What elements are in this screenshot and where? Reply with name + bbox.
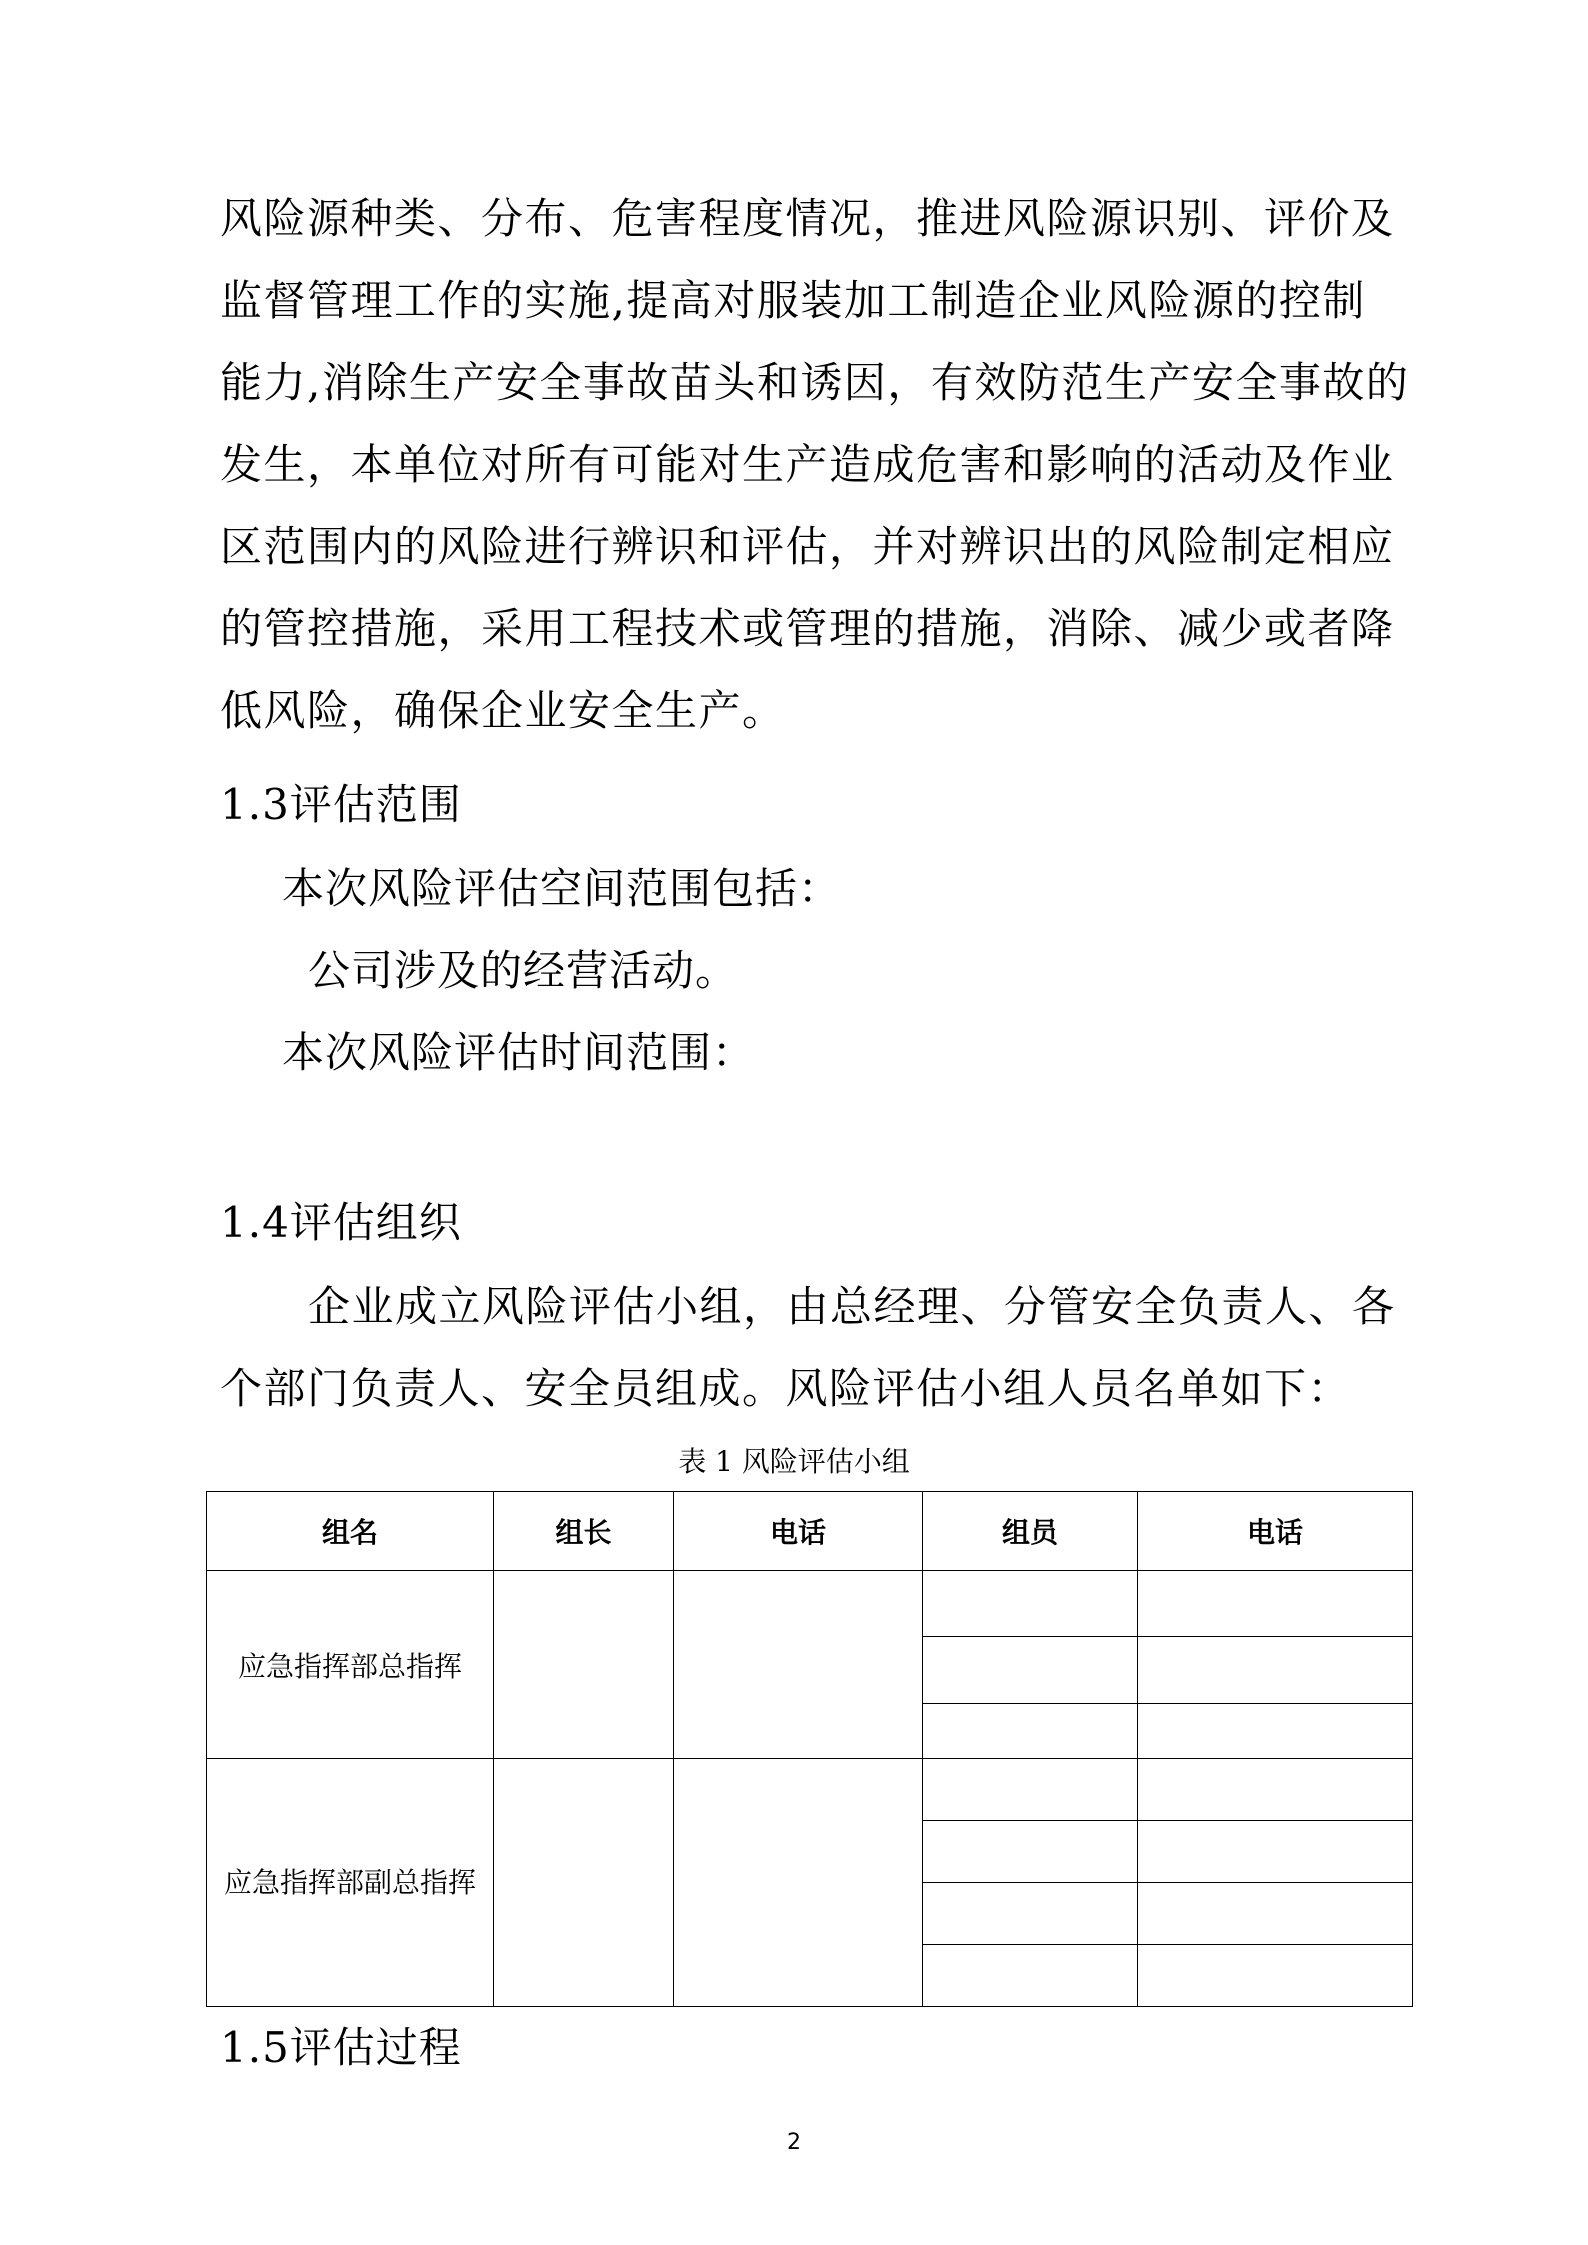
paragraph-line: 区范围内的风险进行辨识和评估，并对辨识出的风险制定相应 <box>220 522 1395 571</box>
section-heading-1-5: 1.5评估过程 <box>220 2023 462 2072</box>
space-scope-value: 公司涉及的经营活动。 <box>308 946 739 995</box>
table-caption: 表 1 风险评估小组 <box>678 1445 910 1478</box>
member-phone-cell <box>1138 1821 1413 1883</box>
member-phone-cell <box>1138 1571 1413 1637</box>
group-name-cell: 应急指挥部总指挥 <box>207 1571 494 1759</box>
risk-assessment-team-table <box>206 1491 1413 2007</box>
table-row <box>207 1759 1413 1821</box>
header-leader: 组长 <box>494 1492 674 1571</box>
paragraph-line: 个部门负责人、安全员组成。风险评估小组人员名单如下： <box>220 1364 1352 1413</box>
member-cell <box>923 1704 1138 1759</box>
header-phone: 电话 <box>674 1492 923 1571</box>
paragraph-line: 能力,消除生产安全事故苗头和诱因，有效防范生产安全事故的 <box>220 358 1410 407</box>
header-member: 组员 <box>923 1492 1138 1571</box>
member-phone-cell <box>1138 1704 1413 1759</box>
paragraph-line: 低风险，确保企业安全生产。 <box>220 686 786 735</box>
leader-cell <box>494 1759 674 2007</box>
member-cell <box>923 1883 1138 1945</box>
table-row <box>207 1571 1413 1637</box>
page-number: 2 <box>787 2130 801 2155</box>
intro-paragraph <box>220 178 1410 752</box>
space-scope-label: 本次风险评估空间范围包括： <box>282 864 842 913</box>
member-cell <box>923 1759 1138 1821</box>
section-heading-1-4: 1.4评估组织 <box>220 1198 462 1247</box>
member-cell <box>923 1945 1138 2007</box>
paragraph-line: 企业成立风险评估小组，由总经理、分管安全负责人、各 <box>308 1282 1396 1331</box>
paragraph-line: 监督管理工作的实施,提高对服装加工制造企业风险源的控制 <box>220 276 1366 325</box>
member-phone-cell <box>1138 1883 1413 1945</box>
paragraph-line: 发生，本单位对所有可能对生产造成危害和影响的活动及作业 <box>220 440 1395 489</box>
organization-paragraph <box>220 1266 1396 1430</box>
phone-cell <box>674 1571 923 1759</box>
table-header-row <box>207 1492 1413 1571</box>
member-cell <box>923 1571 1138 1637</box>
member-phone-cell <box>1138 1945 1413 2007</box>
header-member-phone: 电话 <box>1138 1492 1413 1571</box>
paragraph-line: 风险源种类、分布、危害程度情况，推进风险源识别、评价及 <box>220 194 1395 243</box>
paragraph-line: 的管控措施，采用工程技术或管理的措施，消除、减少或者降 <box>220 604 1395 653</box>
member-phone-cell <box>1138 1759 1413 1821</box>
group-name-cell: 应急指挥部副总指挥 <box>207 1759 494 2007</box>
member-phone-cell <box>1138 1637 1413 1704</box>
time-scope-label: 本次风险评估时间范围： <box>282 1028 756 1077</box>
section-heading-1-3: 1.3评估范围 <box>220 780 462 829</box>
header-group-name: 组名 <box>207 1492 494 1571</box>
member-cell <box>923 1821 1138 1883</box>
phone-cell <box>674 1759 923 2007</box>
member-cell <box>923 1637 1138 1704</box>
leader-cell <box>494 1571 674 1759</box>
